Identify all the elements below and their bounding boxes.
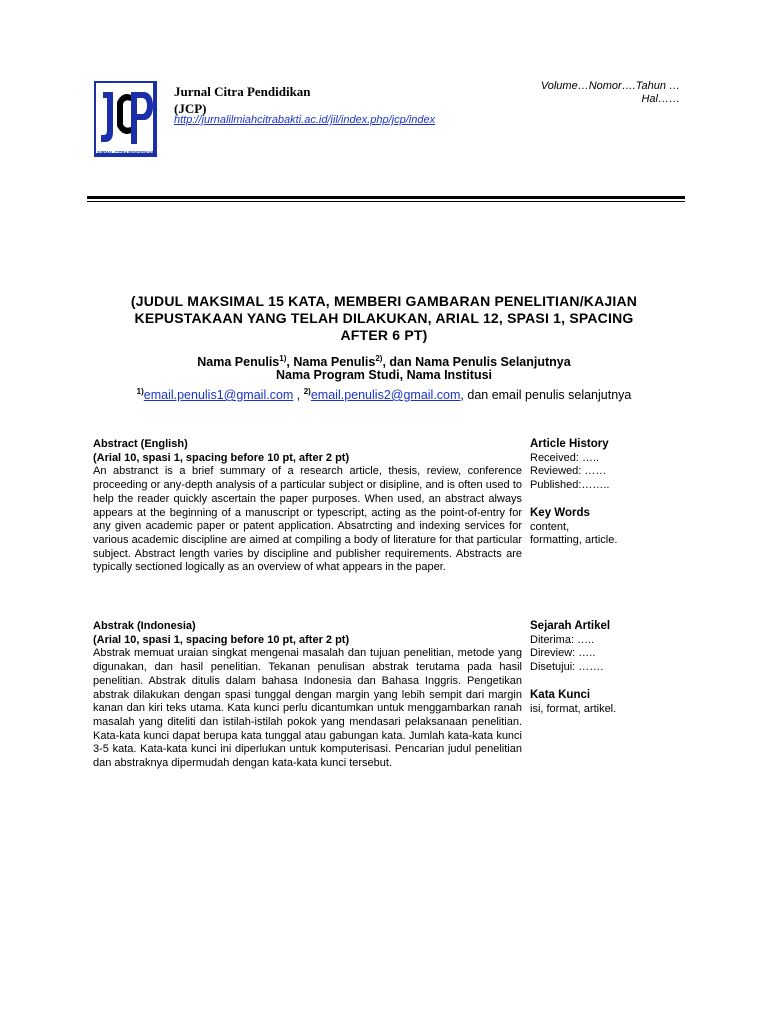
header-divider-thick: [87, 196, 685, 199]
key-words-line1: content,: [530, 520, 570, 533]
title-line2: KEPUSTAKAAN YANG TELAH DILAKUKAN, ARIAL 12, SPASI 1, SPACING: [134, 310, 634, 326]
reviewed-date: Reviewed: ……: [530, 465, 607, 478]
abstract-indonesia-subheading: (Arial 10, spasi 1, spacing before 10 pt, after 2 pt): [93, 633, 350, 646]
email-rest: , dan email penulis selanjutnya: [460, 388, 632, 403]
author-2-affiliation: 2): [375, 354, 383, 363]
article-title: [90, 293, 678, 344]
article-history-heading: Article History: [530, 438, 609, 450]
direview-date: Direview: …..: [530, 647, 596, 660]
abstract-english-subheading: (Arial 10, spasi 1, spacing before 10 pt, after 2 pt): [93, 451, 350, 464]
diterima-date: Diterima: …..: [530, 633, 595, 646]
kata-kunci-list: isi, format, artikel.: [530, 702, 617, 715]
volume-info: [460, 80, 680, 106]
email-1-marker: 1): [136, 387, 144, 396]
author-rest: , dan Nama Penulis Selanjutnya: [382, 355, 571, 370]
sejarah-artikel-heading: Sejarah Artikel: [530, 620, 611, 632]
author-2: , Nama Penulis: [286, 355, 376, 370]
email-separator: ,: [293, 388, 304, 403]
email-2-link[interactable]: email.penulis2@gmail.com: [310, 388, 461, 403]
disetujui-date: Disetujui: …….: [530, 661, 604, 674]
abstract-english-heading: Abstract (English): [93, 438, 188, 450]
page-line: Hal……: [641, 93, 680, 105]
abstract-english-body: An abstranct is a brief summary of a research article, thesis, review, conference proceeding or any-depth analysis of a particular subject or disipline, and is often used to help the reader quickly ascertain the paper purposes. When used, an abstract always appears at the beginning of a manuscript or typescript, acting as the point-of-entry for any given academic paper or patent application. Absatrcting and indexing services for various academic discipline are aimed at compiling a body of literature for that particular subject. Abstract length varies by discipline and publisher requirements. Abstracts are typically sectioned logically as an overview of what appears in the paper.: [93, 465, 522, 574]
program-institution: Nama Program Studi, Nama Institusi: [275, 368, 493, 382]
kata-kunci-heading: Kata Kunci: [530, 688, 591, 701]
email-2-marker: 2): [303, 387, 311, 396]
email-1-link[interactable]: email.penulis1@gmail.com: [143, 388, 294, 403]
title-line3: AFTER 6 PT): [340, 327, 428, 343]
header-divider-thin: [87, 201, 685, 202]
abstract-indonesia: [93, 620, 522, 771]
abstract-english: [93, 438, 522, 575]
journal-name-line1: Jurnal Citra Pendidikan: [174, 84, 311, 99]
title-line1: (JUDUL MAKSIMAL 15 KATA, MEMBERI GAMBARAN PENELITIAN/KAJIAN: [130, 293, 638, 309]
journal-name: [174, 83, 311, 117]
journal-name-line2: (JCP): [174, 101, 207, 116]
key-words-line2: formatting, article.: [530, 534, 618, 547]
author-1-affiliation: 1): [279, 354, 287, 363]
abstract-indonesia-heading: Abstrak (Indonesia): [93, 620, 196, 632]
article-history: [530, 438, 680, 548]
author-emails: [90, 384, 678, 403]
abstract-indonesia-body: Abstrak memuat uraian singkat mengenai masalah dan tujuan penelitian, metode yang digunakan, dan hasil penelitian. Tekanan penulisan abstrak terutama pada hasil penelitian. Abstrak ditulis dalam bahasa Indonesia dan Bahasa Inggris. Pengetikan abstrak dilakukan dengan spasi tunggal dengan margin yang lebih sempit dari margin kanan dan kiri teks utama. Kata kunci perlu dicantumkan untuk menggambarkan ranah masalah yang diteliti dan istilah-istilah pokok yang mendasari pelaksanaan penelitian. Kata-kata kunci dapat berupa kata tunggal atau gabungan kata. Jumlah kata-kata kunci 3-5 kata. Kata-kata kunci ini diperlukan untuk komputerisasi. Pencarian judul penelitian dan abstraknya dipermudah dengan kata-kata kunci tersebut.: [93, 647, 522, 770]
volume-line: Volume…Nomor….Tahun …: [540, 80, 680, 92]
sejarah-artikel: [530, 620, 680, 716]
key-words-heading: Key Words: [530, 506, 590, 519]
journal-url-link[interactable]: http://jurnalilmiahcitrabakti.ac.id/jil/index.php/jcp/index: [174, 114, 436, 126]
published-date: Published:……..: [530, 479, 610, 492]
logo-graphic: [93, 80, 158, 158]
received-date: Received: …..: [530, 451, 600, 464]
author-1: Nama Penulis: [197, 355, 280, 370]
journal-logo: [93, 80, 158, 158]
logo-subtext: JURNAL CITRA PENDIDIKAN: [96, 150, 155, 155]
